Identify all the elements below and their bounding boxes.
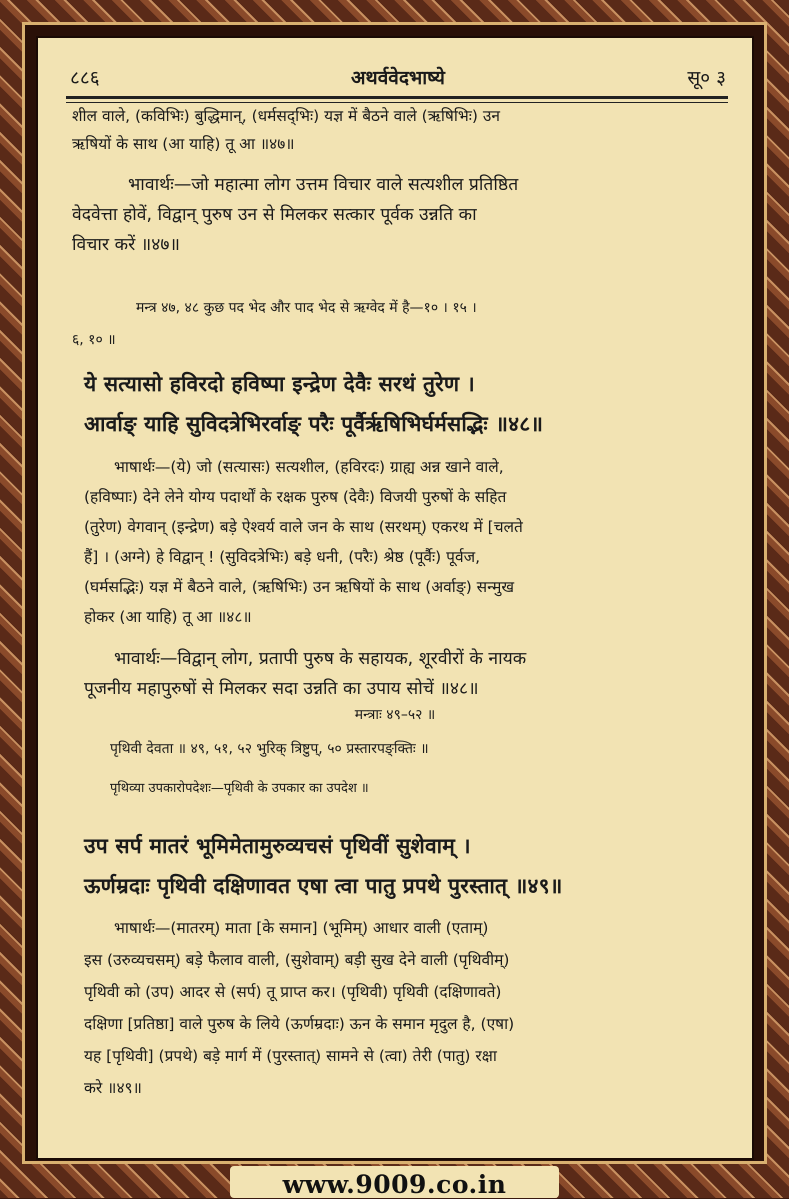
mantra-line: ये सत्यासो हविरदो हविष्पा इन्द्रेण देवैः सरथं तुरेण । <box>84 372 475 396</box>
text-line: विचार करें ॥४७॥ <box>72 235 180 255</box>
text-line: शील वाले, (कविभिः) बुद्धिमान्, (धर्मसद्‌भिः) यज्ञ में बैठने वाले (ऋषिभिः) उन <box>72 107 501 125</box>
text-line: भावार्थः—जो महात्मा लोग उत्तम विचार वाले सत्यशील प्रतिष्ठित <box>128 175 519 195</box>
text-line: दक्षिणा [प्रतिष्ठा] वाले पुरुष के लिये (ऊर्णम्रदाः) ऊन के समान मृदुल है, (एषा) <box>84 1015 515 1033</box>
text-line: ६, १० ॥ <box>72 332 116 348</box>
book-page <box>36 36 754 1160</box>
header-rule-thick <box>66 96 728 99</box>
text-line: ऋषियों के साथ (आ याहि) तू आ ॥४७॥ <box>72 135 295 153</box>
book-title: अथर्ववेदभाष्ये <box>351 67 445 89</box>
text-line: भावार्थः—विद्वान् लोग, प्रतापी पुरुष के सहायक, शूरवीरों के नायक <box>114 649 527 669</box>
bhashya-49 <box>84 912 724 1104</box>
text-line: (हविष्पाः) देने लेने योग्य पदार्थों के रक्षक पुरुष (देवैः) विजयी पुरुषों के सहित <box>84 488 507 506</box>
mantra-line: उप सर्प मातरं भूमिमेतामुरुव्यचसं पृथिवीं सुशेवाम् । <box>84 834 471 858</box>
bhavartha-47 <box>72 170 724 260</box>
text-line: पृथिवी को (उप) आदर से (सर्प) तू प्राप्त कर। (पृथिवी) पृथिवी (दक्षिणावते) <box>84 983 502 1001</box>
text-line: पूजनीय महापुरुषों से मिलकर सदा उन्नति का उपाय सोचें ॥४८॥ <box>84 679 479 699</box>
mantra-48 <box>84 364 724 444</box>
text-line: यह [पृथिवी] (प्रपथे) बड़े मार्ग में (पुरस्तात्) सामने से (त्वा) तेरी (पातु) रक्षा <box>84 1047 497 1065</box>
text-line: होकर (आ याहि) तू आ ॥४८॥ <box>84 608 252 626</box>
page-header <box>70 60 726 90</box>
text-line: मन्त्र ४७, ४८ कुछ पद भेद और पाद भेद से ऋग्वेद में है—१० । १५ । <box>136 300 477 316</box>
text-line: भाषार्थः—(मातरम्) माता [के समान] (भूमिम्) आधार वाली (एताम्) <box>114 919 489 937</box>
text-line: हैं] । (अग्ने) हे विद्वान् ! (सुविदत्रेभिः) बड़े धनी, (परैः) श्रेष्ठ (पूर्वैः) पूर्वज, <box>84 548 480 566</box>
bhavartha-48 <box>84 644 724 704</box>
text-line: (घर्मसद्भिः) यज्ञ में बैठने वाले, (ऋषिभिः) उन ऋषियों के साथ (अर्वाङ्) सन्मुख <box>84 578 515 596</box>
sukta-label: सू० ३ <box>687 67 726 89</box>
rigveda-note <box>72 292 724 356</box>
text-line: भाषार्थः—(ये) जो (सत्यासः) सत्यशील, (हविरदः) ग्राह्य अन्न खाने वाले, <box>114 458 504 476</box>
continued-bhashya-47 <box>72 102 724 158</box>
mantra-line: ऊर्णम्रदाः पृथिवी दक्षिणावत एषा त्वा पातु प्रपथे पुरस्तात् ॥४९॥ <box>84 874 563 898</box>
text-line: (तुरेण) वेगवान् (इन्द्रेण) बड़े ऐश्वर्य वाले जन के साथ (सरथम्) एकरथ में [चलते <box>84 518 523 536</box>
website-link[interactable]: www.9009.co.in <box>282 1170 507 1199</box>
bhashya-48 <box>84 452 724 632</box>
text-line: करे ॥४९॥ <box>84 1079 142 1097</box>
mantra-range-heading: मन्त्राः ४९–५२ ॥ <box>354 707 436 723</box>
text-line: वेदवेत्ता होवें, विद्वान् पुरुष उन से मिलकर सत्कार पूर्वक उन्नति का <box>72 205 477 225</box>
text-line: इस (उरुव्यचसम्) बड़े फैलाव वाली, (सुशेवाम्) बड़ी सुख देने वाली (पृथिवीम्) <box>84 951 510 969</box>
upadesha-line: पृथिव्या उपकारोपदेशः—पृथिवी के उपकार का उपदेश ॥ <box>110 781 369 796</box>
mantra-49 <box>84 826 724 906</box>
devata-line: पृथिवी देवता ॥ ४९, ५१, ५२ भुरिक् त्रिष्टुप्, ५० प्रस्तारपङ्क्तिः ॥ <box>110 741 429 757</box>
page-number: ८८६ <box>70 67 100 89</box>
mantra-line: आर्वाङ् याहि सुविदत्रेभिरर्वाङ् परैः पूर्वैर्ऋषिभिर्घर्मसद्भिः ॥४८॥ <box>84 412 544 436</box>
